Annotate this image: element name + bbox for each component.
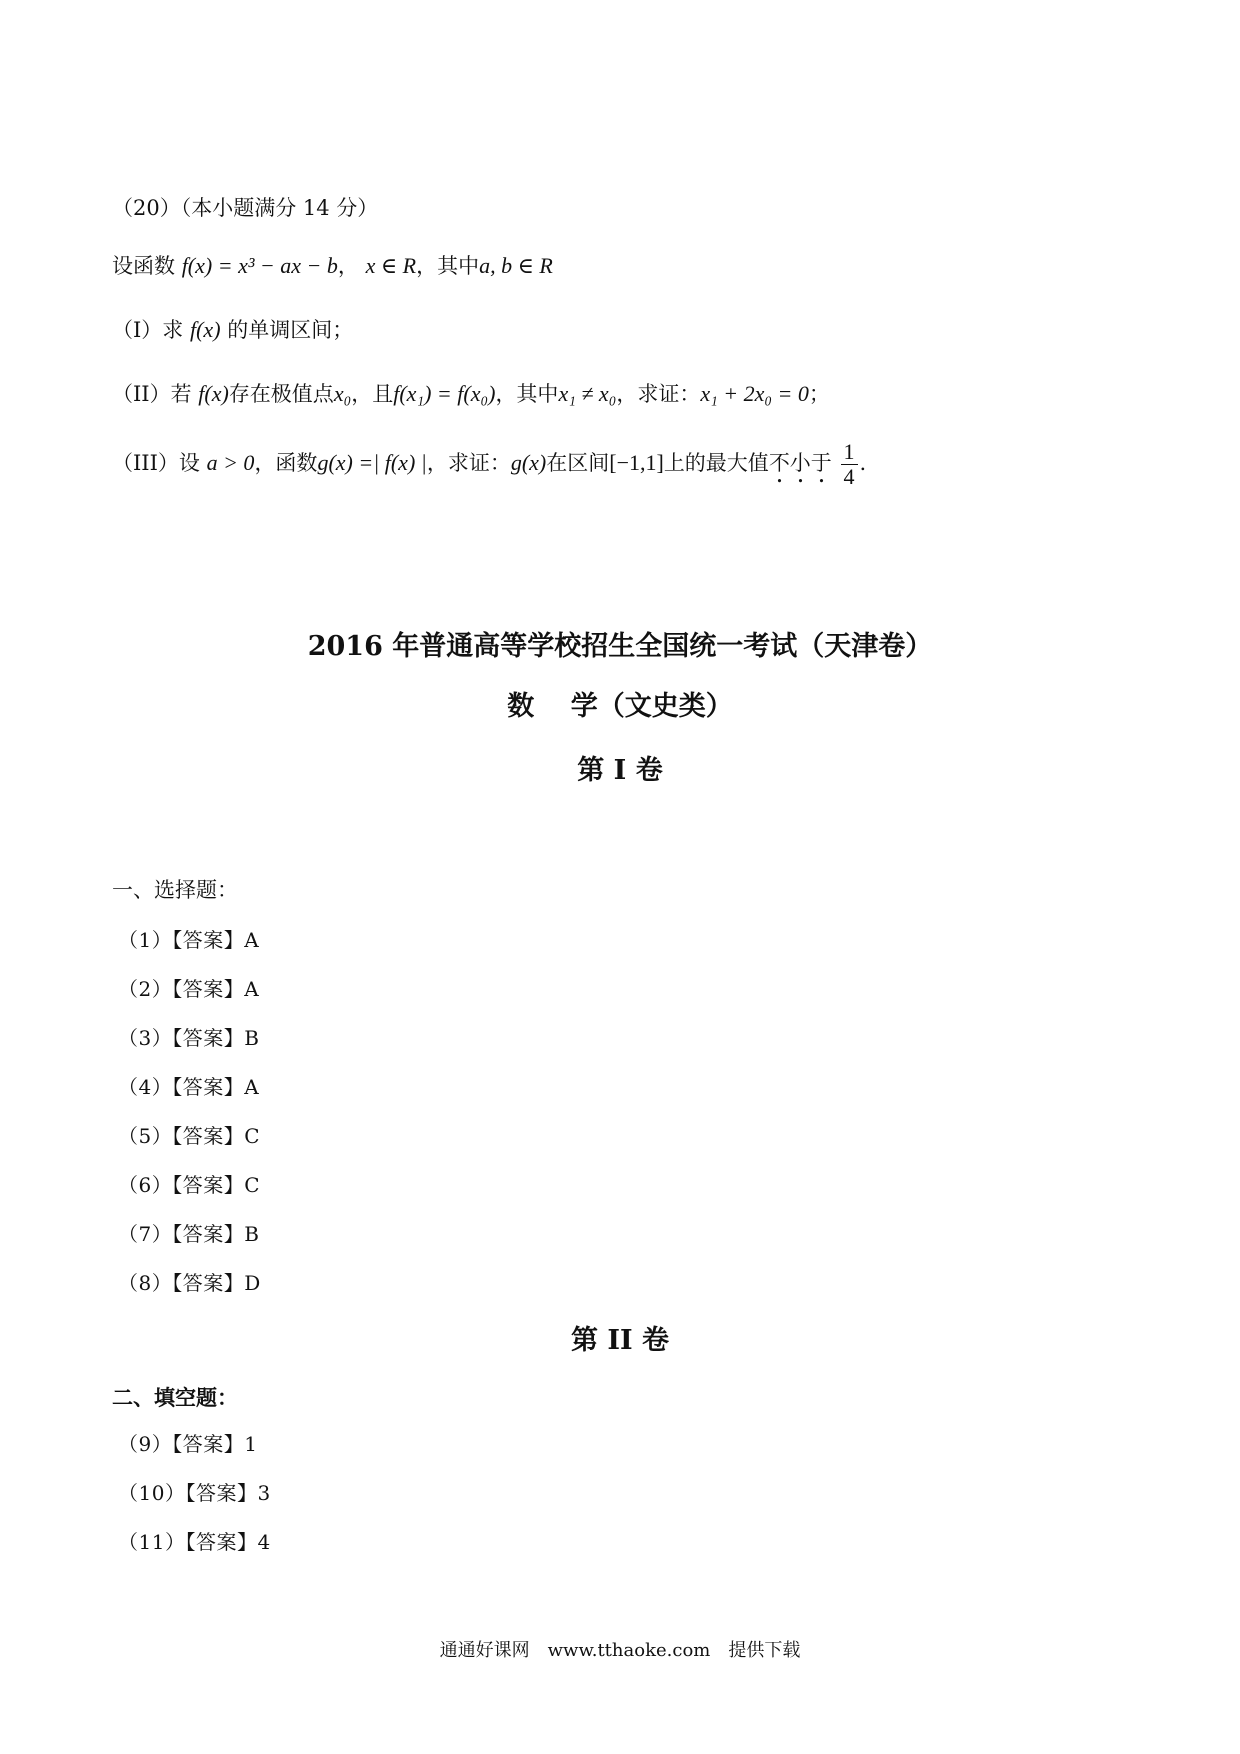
section-2-heading: 二、填空题：: [112, 1385, 238, 1410]
part2-text2: ，且: [351, 382, 394, 406]
part1-func: f(x): [189, 317, 221, 342]
answer-item: （5）【答案】C: [118, 1124, 261, 1148]
part3-g: g(x): [510, 450, 547, 476]
part3-text2: ，求证：: [426, 451, 511, 476]
answer-item: （10）【答案】3: [118, 1481, 271, 1505]
part3-g-def: g(x) =| f(x) |: [317, 450, 427, 476]
part3-end: .: [859, 451, 867, 476]
part3-text1: ，函数: [254, 451, 318, 476]
part2-text4: ，求证：: [616, 382, 701, 406]
exam-title: 2016 年普通高等学校招生全国统一考试（天津卷）: [307, 631, 933, 662]
part2-equation: f(x₁) = f(x₀): [393, 381, 496, 406]
stem-params: a, b ∈ R: [479, 253, 553, 278]
part3-condition: a > 0: [206, 450, 255, 476]
part2-label: （II）若: [112, 382, 192, 406]
part2-func: f(x): [198, 381, 229, 406]
problem-stem: [112, 250, 553, 280]
fraction-numerator: 1: [841, 440, 858, 465]
fraction-denominator: 4: [843, 464, 855, 490]
part2-end: ；: [808, 382, 830, 406]
answer-item: （9）【答案】1: [118, 1432, 258, 1456]
stem-where: ，其中: [416, 254, 480, 278]
part-1: [112, 314, 353, 344]
volume-2-title: 第 II 卷: [570, 1325, 670, 1356]
problem-header: （20）（本小题满分 14 分）: [112, 196, 379, 220]
part2-text1: 存在极值点: [228, 382, 334, 406]
answer-item: （6）【答案】C: [118, 1173, 261, 1197]
volume-1-title: 第 I 卷: [577, 755, 663, 786]
part-3: [112, 440, 866, 489]
part2-text3: ，其中: [495, 382, 559, 406]
stem-domain: x ∈ R: [365, 253, 417, 278]
part2-x0: x₀: [333, 381, 352, 406]
part3-text3: 在区间: [546, 451, 610, 476]
answer-item: （4）【答案】A: [118, 1075, 260, 1099]
part1-text: 的单调区间；: [227, 318, 354, 342]
part3-interval: [−1,1]: [609, 450, 664, 476]
answer-item: （1）【答案】A: [118, 928, 260, 952]
answer-item: （3）【答案】B: [118, 1026, 260, 1050]
fraction-one-quarter: [841, 440, 858, 489]
part3-emphasis: 不小于: [768, 451, 832, 476]
part1-label: （I）求: [112, 318, 184, 342]
answer-item: （8）【答案】D: [118, 1271, 261, 1295]
answer-item: （2）【答案】A: [118, 977, 260, 1001]
stem-sep: ，: [337, 254, 359, 278]
stem-function: f(x) = x³ − ax − b: [181, 253, 338, 278]
subject-title: 数 学（文史类）: [507, 691, 733, 722]
part2-inequality: x₁ ≠ x₀: [558, 381, 617, 406]
part2-goal: x₁ + 2x₀ = 0: [700, 381, 809, 406]
stem-prefix: 设函数: [112, 254, 175, 278]
page-footer: 通通好课网 www.tthaoke.com 提供下载: [439, 1640, 801, 1661]
part-2: [112, 378, 830, 408]
answer-item: （11）【答案】4: [118, 1530, 271, 1554]
part3-text4: 上的最大值: [663, 451, 769, 476]
part3-label: （III）设: [112, 451, 200, 476]
section-1-heading: 一、选择题：: [112, 878, 238, 902]
answer-item: （7）【答案】B: [118, 1222, 260, 1246]
